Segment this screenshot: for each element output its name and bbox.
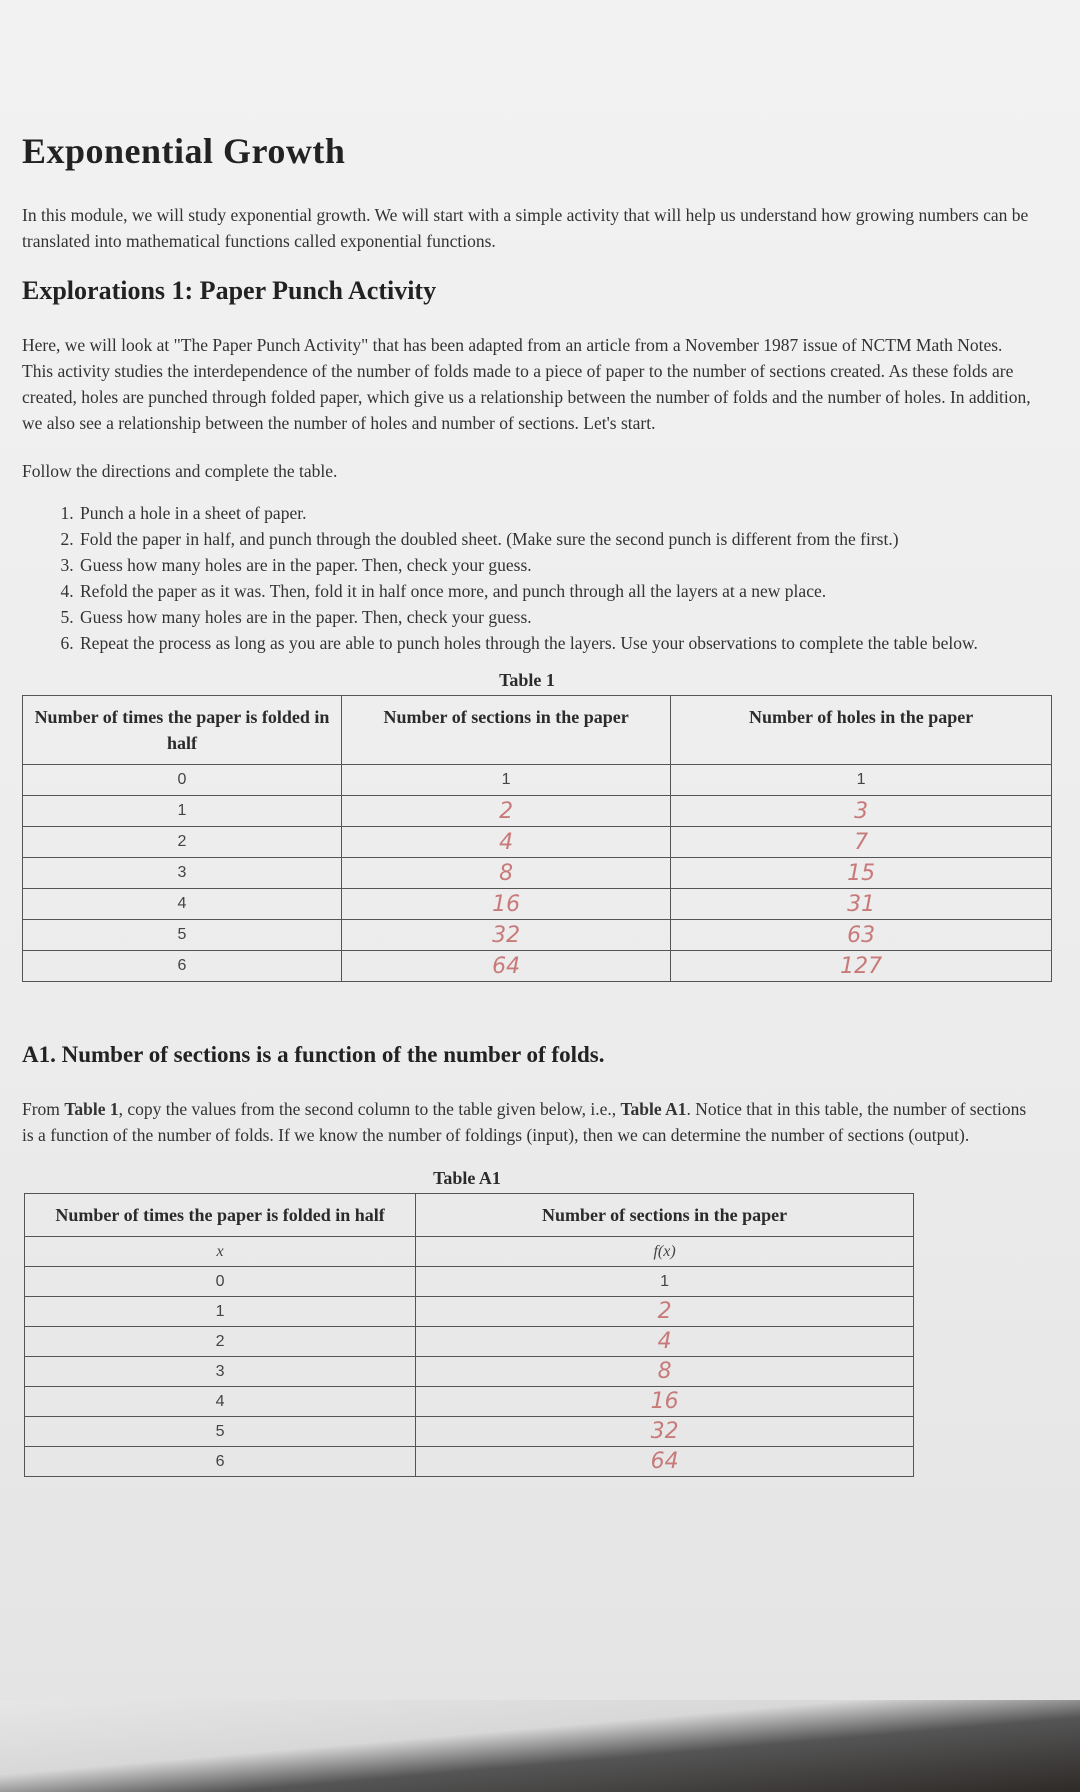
cell-holes: 63 (671, 920, 1052, 951)
table-row (25, 1327, 914, 1357)
table-row (25, 1267, 914, 1297)
exploration-heading: Explorations 1: Paper Punch Activity (22, 276, 437, 305)
table-row (25, 1447, 914, 1477)
table-row (25, 1297, 914, 1327)
directions-intro: Follow the directions and complete the table. (22, 461, 338, 481)
table-row (23, 920, 1052, 951)
text-run: From (22, 1099, 65, 1119)
table-row (25, 1417, 914, 1447)
cell-sections: 4 (341, 827, 670, 858)
steps-list (22, 500, 1032, 656)
cell-folds: 5 (23, 920, 342, 951)
page-title: Exponential Growth (22, 131, 346, 171)
table-row (23, 858, 1052, 889)
table-row (25, 1387, 914, 1417)
cell-fx: 8 (416, 1357, 914, 1387)
cell-holes: 31 (671, 889, 1052, 920)
table-row (23, 765, 1052, 796)
desk-edge (0, 1700, 1080, 1792)
cell-holes: 3 (671, 796, 1052, 827)
cell-sections: 8 (341, 858, 670, 889)
text-run: . Notice that in this table, the number of sections is a function of the number of folds. If we know the number of foldings (input), then we can determine the number of sections (output). (22, 1099, 1027, 1145)
cell-x: 1 (25, 1297, 416, 1327)
cell-fx: 16 (416, 1387, 914, 1417)
cell-folds: 0 (23, 765, 342, 796)
cell-sections: 16 (341, 889, 670, 920)
step-item: 5. Guess how many holes are in the paper. Then, check your guess. (78, 604, 1032, 630)
step-item: 4. Refold the paper as it was. Then, fold it in half once more, and punch through all the layers at a new place. (78, 578, 1032, 604)
step-item: 6. Repeat the process as long as you are able to punch holes through the layers. Use your observations to complete the table below. (78, 630, 1032, 656)
col-header-folds: Number of times the paper is folded in half (23, 696, 342, 765)
cell-sections: 32 (341, 920, 670, 951)
cell-folds: 3 (23, 858, 342, 889)
exploration-paragraph: Here, we will look at "The Paper Punch Activity" that has been adapted from an article from a November 1987 issue of NCTM Math Notes. This activity studies the interdependence of the number of folds made to a piece of paper to the number of sections created. As these folds are created, holes are punched through folded paper, which give us a relationship between the number of folds and the number of holes. In addition, we also see a relationship between the number of holes and number of sections. Let's start. (22, 335, 1031, 433)
cell-folds: 2 (23, 827, 342, 858)
cell-x: 2 (25, 1327, 416, 1357)
cell-folds: 6 (23, 951, 342, 982)
intro-paragraph: In this module, we will study exponential growth. We will start with a simple activity that will help us understand how growing numbers can be translated into mathematical functions called exponential functions. (22, 205, 1029, 251)
col-header-holes: Number of holes in the paper (671, 696, 1052, 765)
col-subheader-fx: f(x) (416, 1237, 914, 1267)
cell-x: 3 (25, 1357, 416, 1387)
table-1 (22, 695, 1052, 982)
table-subheader-row (25, 1237, 914, 1267)
cell-fx: 64 (416, 1447, 914, 1477)
cell-holes: 127 (671, 951, 1052, 982)
cell-x: 5 (25, 1417, 416, 1447)
step-item: 3. Guess how many holes are in the paper. Then, check your guess. (78, 552, 1032, 578)
cell-sections: 64 (341, 951, 670, 982)
text-run-bold: Table A1 (620, 1099, 687, 1119)
cell-fx: 32 (416, 1417, 914, 1447)
cell-holes: 1 (671, 765, 1052, 796)
table-row (25, 1357, 914, 1387)
table1-caption: Table 1 (499, 670, 555, 690)
tableA1-caption: Table A1 (433, 1168, 501, 1188)
section-a1-heading: A1. Number of sections is a function of the number of folds. (22, 1042, 605, 1067)
col-header-sections: Number of sections in the paper (416, 1194, 914, 1237)
cell-sections: 2 (341, 796, 670, 827)
cell-fx: 1 (416, 1267, 914, 1297)
cell-sections: 1 (341, 765, 670, 796)
cell-x: 4 (25, 1387, 416, 1417)
text-run: , copy the values from the second column to the table given below, i.e., (118, 1099, 621, 1119)
table-header-row (25, 1194, 914, 1237)
cell-folds: 4 (23, 889, 342, 920)
text-run-bold: Table 1 (64, 1099, 119, 1119)
table-header-row (23, 696, 1052, 765)
document-body (22, 130, 1032, 1477)
cell-fx: 2 (416, 1297, 914, 1327)
col-subheader-x: x (25, 1237, 416, 1267)
table-row (23, 796, 1052, 827)
step-item: 1. Punch a hole in a sheet of paper. (78, 500, 1032, 526)
col-header-sections: Number of sections in the paper (341, 696, 670, 765)
cell-x: 0 (25, 1267, 416, 1297)
col-header-folds: Number of times the paper is folded in half (25, 1194, 416, 1237)
cell-x: 6 (25, 1447, 416, 1477)
cell-holes: 7 (671, 827, 1052, 858)
table-row (23, 889, 1052, 920)
table-a1 (24, 1193, 914, 1477)
table-row (23, 951, 1052, 982)
cell-fx: 4 (416, 1327, 914, 1357)
cell-folds: 1 (23, 796, 342, 827)
section-a1-paragraph (22, 1096, 1032, 1148)
cell-holes: 15 (671, 858, 1052, 889)
table-row (23, 827, 1052, 858)
step-item: 2. Fold the paper in half, and punch through the doubled sheet. (Make sure the second punch is different from the first.) (78, 526, 1032, 552)
